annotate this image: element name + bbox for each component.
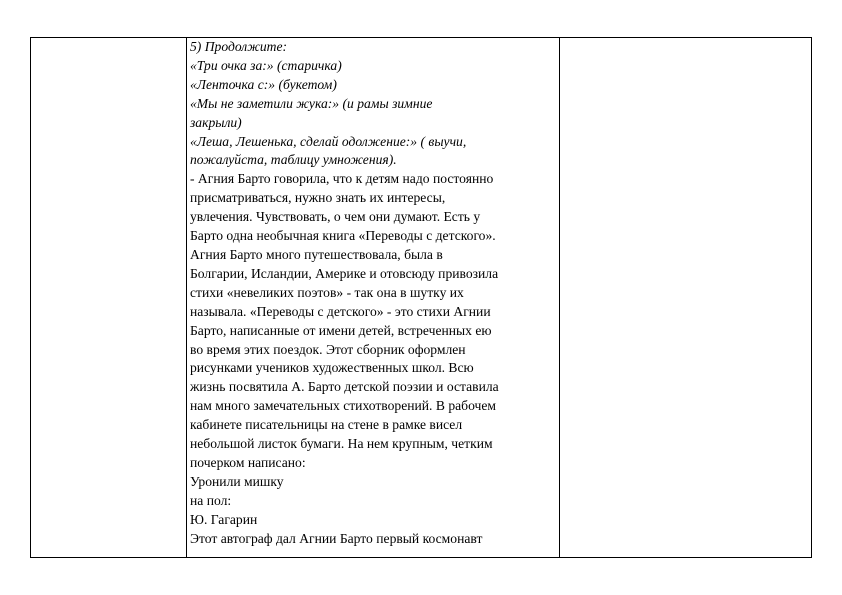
exercise-line: «Мы не заметили жука:» (и рамы зимние <box>190 95 433 111</box>
body-line: называла. «Переводы с детского» - это стихи Агнии <box>190 303 491 319</box>
poem-line: на пол: <box>190 492 232 508</box>
body-line: стихи «невеликих поэтов» - так она в шутку их <box>190 284 464 300</box>
body-line: Барто, написанные от имени детей, встреченных ею <box>190 322 492 338</box>
table-right-border <box>811 37 812 558</box>
body-line: - Агния Барто говорила, что к детям надо постоянно <box>190 171 494 187</box>
lesson-text-cell <box>190 38 559 548</box>
body-line: почерком написано: <box>190 454 306 470</box>
autograph-signature: Ю. Гагарин <box>190 511 258 527</box>
body-text-block <box>190 170 559 548</box>
body-line: рисунками учеников художественных школ. Всю <box>190 360 474 376</box>
body-line: небольшой листок бумаги. На нем крупным, четким <box>190 436 493 452</box>
body-line: жизнь посвятила А. Барто детской поэзии и оставила <box>190 379 499 395</box>
body-line: Барто одна необычная книга «Переводы с детского». <box>190 228 496 244</box>
column-divider-2 <box>559 37 560 558</box>
table-left-border <box>30 37 31 558</box>
exercise-line: пожалуйста, таблицу умножения). <box>190 152 397 168</box>
poem-line: Уронили мишку <box>190 473 284 489</box>
body-line: Агния Барто много путешествовала, была в <box>190 246 443 262</box>
exercise-line: закрыли) <box>190 114 242 130</box>
body-line: присматриваться, нужно знать их интересы, <box>190 190 446 206</box>
body-line: нам много замечательных стихотворений. В рабочем <box>190 398 496 414</box>
body-line: во время этих поездок. Этот сборник оформлен <box>190 341 466 357</box>
body-line: увлечения. Чувствовать, о чем они думают. Есть у <box>190 209 481 225</box>
column-divider-1 <box>186 37 187 558</box>
body-line: кабинете писательницы на стене в рамке висел <box>190 417 463 433</box>
table-bottom-border <box>30 557 812 558</box>
body-line: Этот автограф дал Агнии Барто первый космонавт <box>190 530 483 546</box>
exercise-block <box>190 38 559 170</box>
exercise-line: «Три очка за:» (старичка) <box>190 57 342 73</box>
body-line: Болгарии, Исландии, Америке и отовсюду привозила <box>190 265 499 281</box>
exercise-line: «Ленточка с:» (букетом) <box>190 76 337 92</box>
exercise-heading: 5) Продолжите: <box>190 39 288 54</box>
exercise-line: «Леша, Лешенька, сделай одолжение:» ( выучи, <box>190 133 467 149</box>
